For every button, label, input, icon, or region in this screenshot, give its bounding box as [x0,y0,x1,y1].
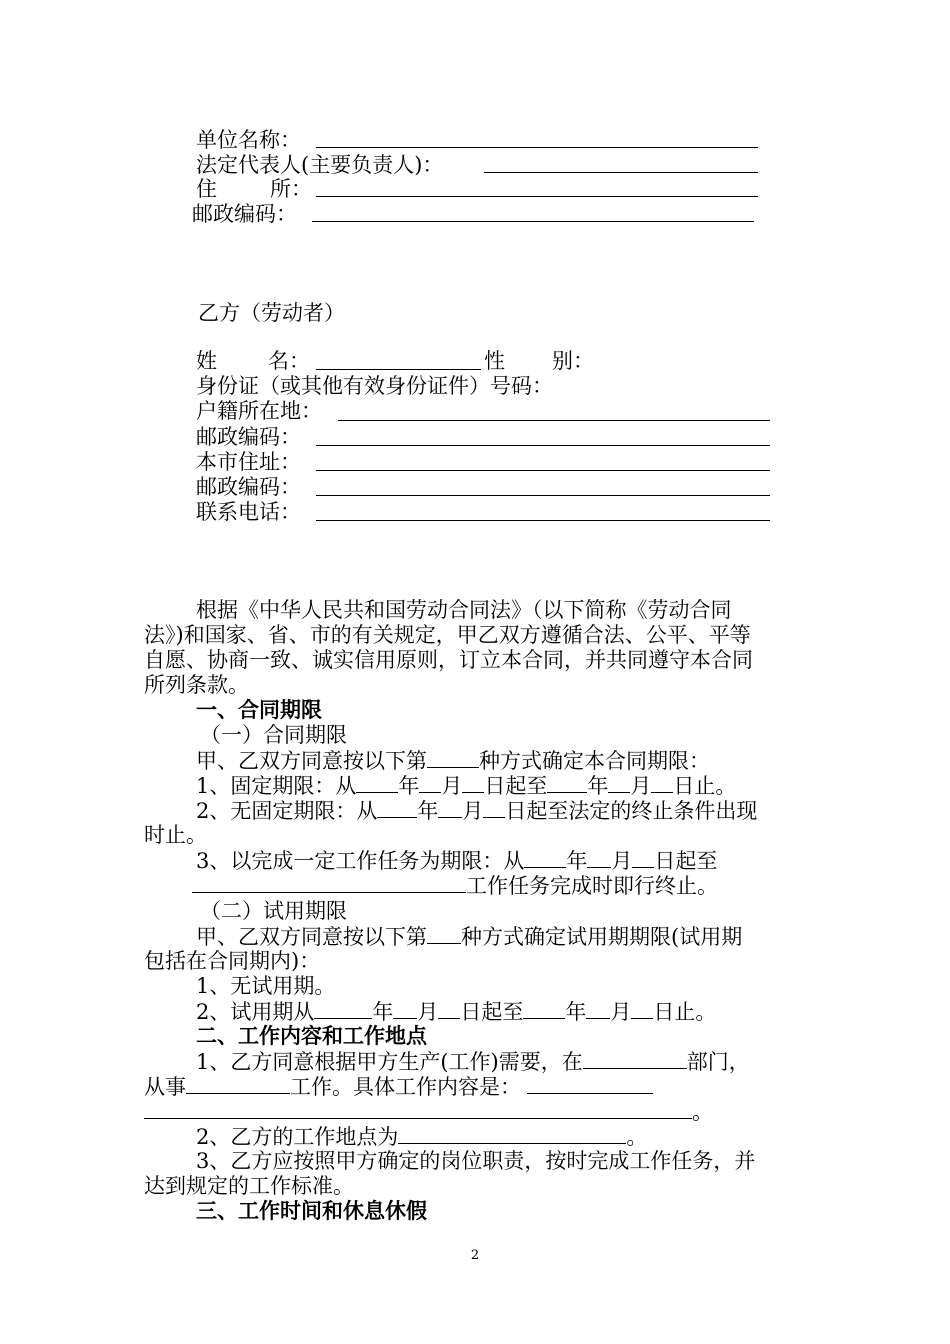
trial-start-year-blank[interactable] [314,998,372,1019]
phone-label: 联系电话： [196,500,301,524]
task-term-line [196,847,717,874]
local-address-label: 本市住址： [196,450,301,474]
term-method-text-b: 种方式确定本合同期限： [479,749,710,773]
postal-code-b2-label: 邮政编码： [196,475,301,499]
job-content-line-2 [144,1098,713,1125]
trial-method-end: 包括在合同期内)： [144,949,321,973]
open-start-day-blank[interactable] [483,797,505,818]
household-label: 户籍所在地： [196,399,322,423]
job-content-blank-2[interactable] [144,1098,692,1119]
workplace-text: 2、乙方的工作地点为 [196,1125,399,1149]
year-label: 年 [566,849,588,873]
intro-line-1: 根据《中华人民共和国劳动合同法》（以下简称《劳动合同 [196,598,732,622]
month-label: 月 [462,799,484,823]
open-term-text-b: 日起至法定的终止条件出现 [505,799,758,823]
workplace-line [196,1123,647,1150]
trial-start-day-blank[interactable] [438,998,460,1019]
dept-line [196,1048,750,1075]
year-label: 年 [587,774,609,798]
name-line[interactable] [316,369,481,370]
trial-period-text: 2、试用期从 [196,1000,315,1024]
postal-code-b2-line[interactable] [316,495,770,496]
trial-method-text-b: 种方式确定试用期期限(试用期 [461,925,743,949]
section-1-title: 一、合同期限 [196,698,322,722]
task-description-blank[interactable] [192,872,466,893]
address-label-2: 所： [270,177,312,201]
month-label: 月 [630,774,652,798]
task-start-year-blank[interactable] [524,847,566,868]
trial-method-text-a: 甲、乙双方同意按以下第 [196,925,427,949]
page-number: 2 [470,1248,480,1263]
year-label: 年 [372,1000,394,1024]
trial-period-line [196,998,716,1025]
fixed-end-day-blank[interactable] [651,772,673,793]
term-method-line [196,747,710,774]
id-number-label: 身份证（或其他有效身份证件）号码： [196,374,553,398]
fixed-term-text: 1、固定期限：从 [196,774,357,798]
month-label: 月 [417,1000,439,1024]
year-label: 年 [398,774,420,798]
fixed-start-year-blank[interactable] [356,772,398,793]
term-method-text-a: 甲、乙双方同意按以下第 [196,749,427,773]
fixed-term-line [196,772,736,799]
trial-period-text-c: 日止。 [653,1000,717,1024]
dept-text-b: 部门， [686,1050,750,1074]
trial-start-month-blank[interactable] [393,998,417,1019]
trial-option-1: 1、无试用期。 [196,974,336,998]
period-mark: 。 [692,1100,713,1124]
intro-line-4: 所列条款。 [144,673,249,697]
day-from-label: 日起至 [484,774,548,798]
job-content-blank-1[interactable] [527,1073,653,1094]
year-label: 年 [565,1000,587,1024]
workplace-blank[interactable] [398,1123,626,1144]
month-label: 月 [611,849,633,873]
term-method-blank[interactable] [427,747,479,768]
trial-end-year-blank[interactable] [523,998,565,1019]
name-label-1: 姓 [196,349,217,373]
task-term-line-2 [192,872,718,899]
job-text-b: 工作。具体工作内容是： [290,1075,521,1099]
household-line[interactable] [338,420,770,421]
day-end-label: 日止。 [673,774,737,798]
gender-label-2: 别： [552,349,594,373]
postal-code-b1-line[interactable] [316,445,770,446]
postal-code-line[interactable] [312,221,754,222]
fixed-start-day-blank[interactable] [462,772,484,793]
legal-rep-line[interactable] [484,172,758,173]
month-label: 月 [610,1000,632,1024]
trial-period-text-b: 日起至 [460,1000,524,1024]
unit-name-label: 单位名称： [196,128,301,152]
job-text-a: 从事 [144,1075,186,1099]
gender-label-1: 性 [484,349,505,373]
task-term-text-b: 日起至 [654,849,718,873]
task-start-day-blank[interactable] [632,847,654,868]
duty-line-1: 3、乙方应按照甲方确定的岗位职责，按时完成工作任务，并 [196,1149,756,1173]
section-3-title: 三、工作时间和休息休假 [196,1199,427,1223]
job-blank[interactable] [186,1073,290,1094]
dept-text-a: 1、乙方同意根据甲方生产(工作)需要，在 [196,1050,583,1074]
open-term-line [196,797,757,824]
section-1-sub-1: （一）合同期限 [200,723,347,747]
phone-line[interactable] [316,520,770,521]
legal-rep-label: 法定代表人(主要负责人)： [196,153,444,177]
task-term-text-c: 工作任务完成时即行终止。 [466,874,718,898]
fixed-start-month-blank[interactable] [419,772,441,793]
trial-method-line [196,923,742,950]
intro-line-2: 法》)和国家、省、市的有关规定，甲乙双方遵循合法、公平、平等 [144,623,751,647]
section-1-sub-2: （二）试用期限 [200,899,347,923]
postal-code-label: 邮政编码： [192,202,297,226]
address-label-1: 住 [196,177,217,201]
year-label: 年 [417,799,439,823]
period-mark: 。 [626,1125,648,1149]
party-b-heading: 乙方（劳动者） [198,301,345,325]
trial-end-month-blank[interactable] [586,998,610,1019]
section-2-title: 二、工作内容和工作地点 [196,1024,427,1048]
duty-line-2: 达到规定的工作标准。 [144,1174,354,1198]
job-line [144,1073,653,1100]
local-address-line[interactable] [316,470,770,471]
postal-code-b1-label: 邮政编码： [196,425,301,449]
fixed-end-month-blank[interactable] [608,772,630,793]
intro-line-3: 自愿、协商一致、诚实信用原则，订立本合同，并共同遵守本合同 [144,648,753,672]
open-start-year-blank[interactable] [377,797,417,818]
trial-end-day-blank[interactable] [631,998,653,1019]
month-label: 月 [441,774,463,798]
open-term-text: 2、无固定期限：从 [196,799,378,823]
address-line[interactable] [316,196,758,197]
task-term-text: 3、以完成一定工作任务为期限：从 [196,849,525,873]
fixed-end-year-blank[interactable] [547,772,587,793]
trial-method-blank[interactable] [427,923,461,944]
name-label-2: 名： [268,349,310,373]
open-start-month-blank[interactable] [438,797,462,818]
department-blank[interactable] [583,1048,687,1069]
unit-name-line[interactable] [316,147,758,148]
task-start-month-blank[interactable] [587,847,611,868]
open-term-end: 时止。 [144,823,207,847]
